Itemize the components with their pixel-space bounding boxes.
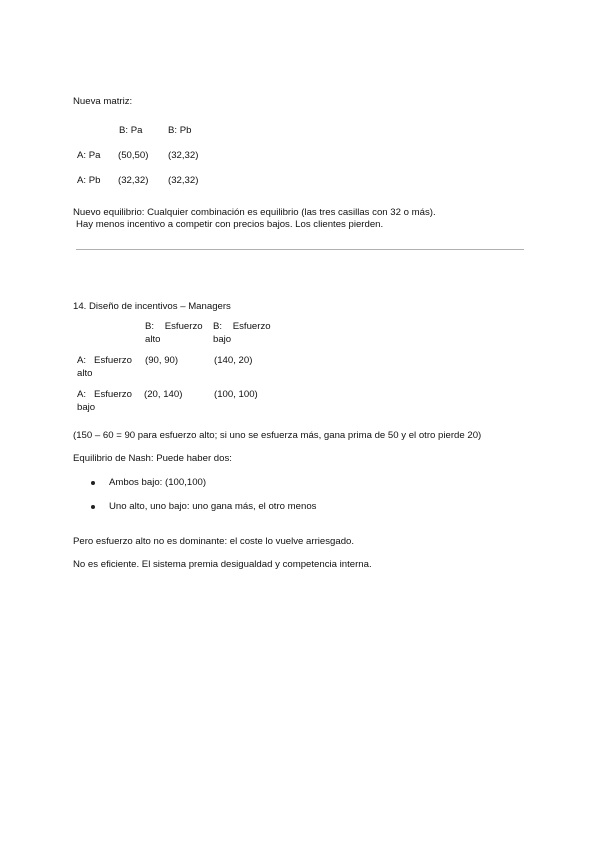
col-header-bajo-line2: bajo: [213, 334, 232, 345]
section14-cell-bajo-bajo: (100, 100): [214, 389, 258, 400]
col-header-bajo-line1: B: Esfuerzo: [213, 321, 271, 332]
conclusion-line2: No es eficiente. El sistema premia desigualdad y competencia interna.: [73, 559, 372, 570]
bullet-dot-1: [91, 481, 95, 485]
matrix1-cell-pb-pb: (32,32): [168, 175, 199, 186]
bullet-dot-2: [91, 505, 95, 509]
matrix1-equilibrium-line1: Nuevo equilibrio: Cualquier combinación es equilibrio (las tres casillas con 32 o más).: [73, 207, 436, 218]
nash-heading: Equilibrio de Nash: Puede haber dos:: [73, 453, 232, 464]
section14-note: (150 – 60 = 90 para esfuerzo alto; si uno se esfuerza más, gana prima de 50 y el otro pierde 20): [73, 430, 482, 441]
section14-cell-alto-alto: (90, 90): [145, 355, 179, 366]
matrix1-row-label-pb: A: Pb: [77, 175, 101, 186]
section14-row-label-bajo: [77, 388, 132, 414]
section14-row-label-alto: [77, 354, 132, 380]
col-header-alto-line2: alto: [145, 334, 161, 345]
matrix1-equilibrium-line2: Hay menos incentivo a competir con precios bajos. Los clientes pierden.: [76, 219, 384, 230]
row-label-bajo-line1: A: Esfuerzo: [77, 389, 132, 400]
row-label-alto-line1: A: Esfuerzo: [77, 355, 132, 366]
section14-col-header-alto: [145, 320, 203, 346]
row-label-bajo-line2: bajo: [77, 402, 96, 413]
matrix1-cell-pb-pa: (32,32): [118, 175, 149, 186]
matrix1-row-label-pa: A: Pa: [77, 150, 101, 161]
matrix1-cell-pa-pa: (50,50): [118, 150, 149, 161]
section14-title: 14. Diseño de incentivos – Managers: [73, 301, 231, 312]
row-label-alto-line2: alto: [77, 368, 93, 379]
conclusion-line1: Pero esfuerzo alto no es dominante: el coste lo vuelve arriesgado.: [73, 536, 355, 547]
section-divider: [76, 249, 524, 250]
section14-col-header-bajo: [213, 320, 271, 346]
nash-bullet-1: Ambos bajo: (100,100): [109, 477, 207, 488]
nash-bullet-2: Uno alto, uno bajo: uno gana más, el otro menos: [109, 501, 317, 512]
matrix1-heading: Nueva matriz:: [73, 96, 133, 107]
matrix1-col-header-pb: B: Pb: [168, 125, 192, 136]
section14-cell-bajo-alto: (20, 140): [144, 389, 183, 400]
matrix1-cell-pa-pb: (32,32): [168, 150, 199, 161]
matrix1-col-header-pa: B: Pa: [119, 125, 143, 136]
section14-cell-alto-bajo: (140, 20): [214, 355, 253, 366]
col-header-alto-line1: B: Esfuerzo: [145, 321, 203, 332]
